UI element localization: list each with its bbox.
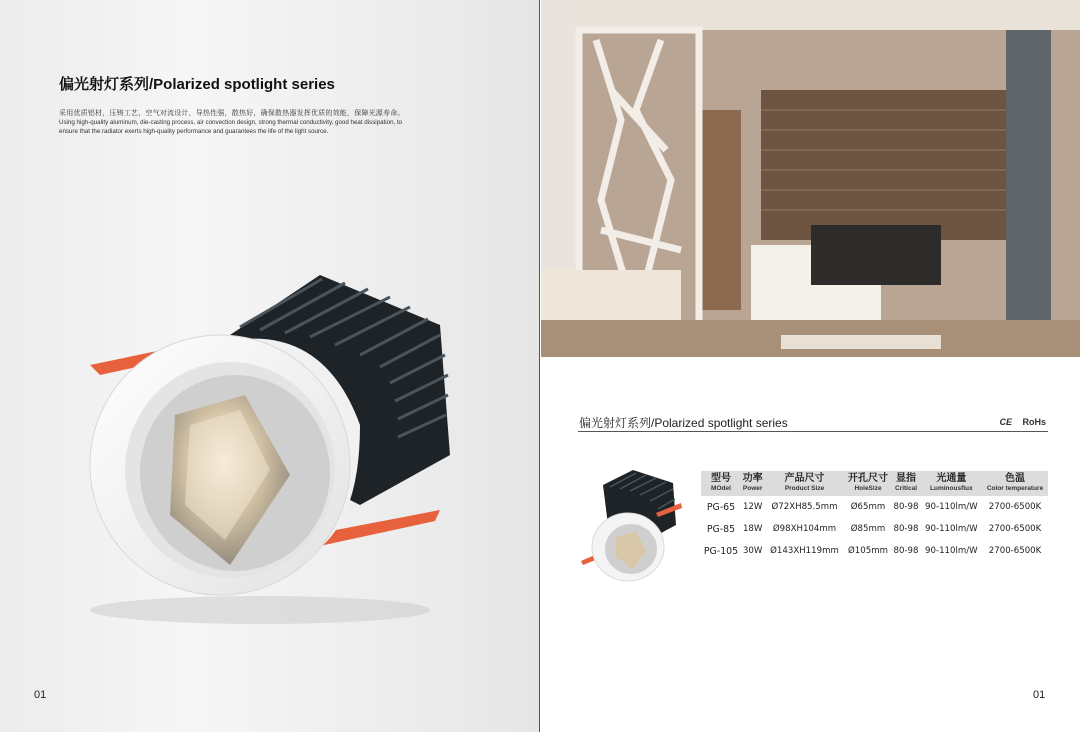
- model-cell: PG-105: [703, 545, 739, 557]
- header-product-size: 产品尺寸 Product Size: [764, 471, 844, 496]
- luminous-flux-cell: 90-110lm/W: [925, 546, 978, 556]
- power-cell: 18W: [742, 524, 763, 534]
- spec-table-header: [701, 471, 1048, 496]
- ce-mark: CE: [999, 417, 1012, 427]
- power-cell: 30W: [742, 546, 763, 556]
- product-size-cell: Ø98XH104mm: [772, 524, 837, 534]
- color-temperature-cell: 2700-6500K: [988, 502, 1042, 512]
- luminous-flux-cell: 90-110lm/W: [925, 524, 978, 534]
- critical-cell: 80-98: [893, 524, 919, 534]
- critical-cell: 80-98: [893, 546, 919, 556]
- header-hole-size: 开孔尺寸 HoleSize: [845, 471, 892, 496]
- model-cell: PG-65: [706, 501, 736, 513]
- rohs-mark: RoHs: [1022, 417, 1046, 427]
- critical-cell: 80-98: [893, 502, 919, 512]
- page-title: 偏光射灯系列/Polarized spotlight series: [59, 76, 335, 93]
- header-critical: 显指 Critical: [891, 471, 920, 496]
- color-temperature-cell: 2700-6500K: [988, 546, 1042, 556]
- color-temperature-cell: 2700-6500K: [988, 524, 1042, 534]
- hole-size-cell: Ø65mm: [850, 502, 886, 512]
- model-cell: PG-85: [706, 523, 736, 535]
- series-header: [578, 414, 1048, 432]
- power-cell: 12W: [742, 502, 763, 512]
- spotlight-product-image: [60, 255, 480, 635]
- header-luminous-flux: 光通量 Luminousflux: [921, 471, 982, 496]
- series-title: 偏光射灯系列/Polarized spotlight series: [579, 416, 788, 430]
- table-row: [701, 518, 1048, 540]
- product-size-cell: Ø72XH85.5mm: [771, 502, 838, 512]
- interior-photo: [541, 0, 1080, 357]
- spec-table: [701, 471, 1048, 562]
- description-english: Using high-quality aluminum, die-casting process, air convection design, strong thermal conductivity, good heat dissipation, to ensure that the radiator exerts high-quality performance and guarantees the life of the light source.: [59, 119, 403, 135]
- header-model: 型号 MOdel: [701, 471, 741, 496]
- spotlight-thumbnail-image: [578, 465, 690, 587]
- hole-size-cell: Ø105mm: [848, 546, 888, 556]
- header-power: 功率 Power: [741, 471, 764, 496]
- certifications: [999, 417, 1046, 427]
- page-number: 01: [1033, 689, 1046, 701]
- product-size-cell: Ø143XH119mm: [770, 546, 839, 556]
- page-number: 01: [34, 689, 47, 701]
- table-row: [701, 540, 1048, 562]
- hole-size-cell: Ø85mm: [850, 524, 886, 534]
- page-divider: [539, 0, 540, 732]
- luminous-flux-cell: 90-110lm/W: [925, 502, 978, 512]
- table-row: [701, 496, 1048, 518]
- header-color-temperature: 色温 Color temperature: [982, 471, 1048, 496]
- description-chinese: 采用优质铝材，压铸工艺，空气对流设计，导热性强，散热好，确保散热器发挥优质的效能，保障光源寿命。: [59, 110, 405, 117]
